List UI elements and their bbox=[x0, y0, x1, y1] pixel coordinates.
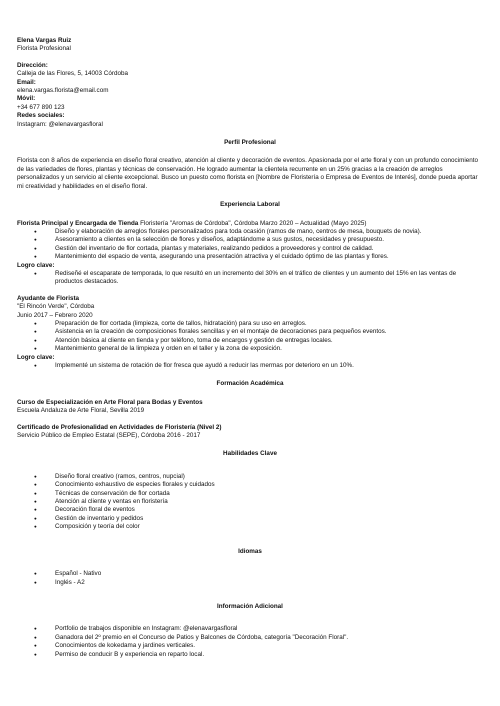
email-value: elena.vargas.florista@email.com bbox=[17, 87, 109, 95]
list-item: ● Mantenimiento del espacio de venta, asegurando una presentación atractiva y el cuidado óptimo de las plantas y flores. bbox=[17, 253, 483, 261]
list-item: ● Español - Nativo bbox=[17, 570, 483, 578]
address-value: Calleja de las Flores, 5, 14003 Córdoba bbox=[17, 70, 128, 78]
candidate-role: Florista Profesional bbox=[17, 45, 71, 53]
list-item: ● Composición y teoría del color bbox=[17, 523, 483, 531]
job2-dates: Junio 2017 – Febrero 2020 bbox=[17, 311, 93, 319]
additional-list bbox=[17, 625, 483, 659]
education-item-name: Curso de Especialización en Arte Floral para Bodas y Eventos bbox=[17, 398, 203, 406]
list-item: ● Mantenimiento general de la limpieza y orden en el taller y la zona de exposición. bbox=[17, 345, 483, 353]
job1-achievements bbox=[17, 270, 483, 287]
list-item: ● Asesoramiento a clientes en la selección de flores y diseños, adaptándome a sus gustos, necesidades y presupuesto. bbox=[17, 236, 483, 244]
list-item: ● Gestión de inventario y pedidos bbox=[17, 515, 483, 523]
list-item: ● Asistencia en la creación de composiciones florales sencillas y en el montaje de decoraciones para pequeños eventos. bbox=[17, 328, 483, 336]
additional-heading: Información Adicional bbox=[217, 602, 283, 610]
education-item-detail: Escuela Andaluza de Arte Floral, Sevilla 2019 bbox=[17, 407, 145, 415]
list-item: ● Diseño floral creativo (ramos, centros, nupcial) bbox=[17, 473, 483, 481]
social-label: Redes sociales: bbox=[17, 112, 65, 120]
list-item: ● Implementé un sistema de rotación de flor fresca que ayudó a reducir las mermas por deterioro en un 10%. bbox=[17, 362, 483, 370]
profile-text: Florista con 8 años de experiencia en diseño floral creativo, atención al cliente y decoración de eventos. Apasionada por el arte floral y con un profundo conocimiento de las variedades de flores, plantas y técnicas de conservación. He logrado aumentar la clientela recurrente en un 25% gracias a la creación de arreglos personalizados y un servicio al cliente excepcional. Busco un puesto como florista en [Nombre de Floristería o Empresa de Eventos de Interés], donde pueda aportar mi creatividad y habilidades en el diseño floral. bbox=[17, 157, 479, 190]
job1-details: Floristería "Aromas de Córdoba", Córdoba Marzo 2020 – Actualidad (Mayo 2025) bbox=[138, 219, 367, 227]
job2-bullets bbox=[17, 320, 483, 354]
list-item: ● Atención al cliente y ventas en floristería bbox=[17, 498, 483, 506]
list-item: ● Rediseñé el escaparate de temporada, lo que resultó en un incremento del 30% en el tráfico de clientes y un aumento del 15% en las ventas de productos destacados. bbox=[17, 270, 483, 287]
email-label: Email: bbox=[17, 78, 36, 86]
profile-heading: Perfil Profesional bbox=[224, 139, 276, 147]
education-item-detail: Servicio Público de Empleo Estatal (SEPE), Córdoba 2016 - 2017 bbox=[17, 432, 201, 440]
job2-achievement-label: Logro clave: bbox=[17, 353, 55, 361]
list-item: ● Portfolio de trabajos disponible en Instagram: @elenavargasfloral bbox=[17, 625, 483, 633]
list-item: ● Conocimientos de kokedama y jardines verticales. bbox=[17, 642, 483, 650]
list-item: ● Diseño y elaboración de arreglos florales personalizados para toda ocasión (ramos de mano, centros de mesa, bouquets de novia). bbox=[17, 228, 483, 236]
list-item: ● Ganadora del 2º premio en el Concurso de Patios y Balcones de Córdoba, categoría "Decoración Floral". bbox=[17, 634, 483, 642]
skills-heading: Habilidades Clave bbox=[223, 450, 277, 458]
list-item: ● Inglés - A2 bbox=[17, 579, 483, 587]
list-item: ● Conocimiento exhaustivo de especies florales y cuidados bbox=[17, 481, 483, 489]
job2-position: Ayudante de Florista bbox=[17, 294, 80, 302]
languages-list bbox=[17, 570, 483, 587]
experience-heading: Experiencia Laboral bbox=[220, 201, 280, 209]
job2-achievements bbox=[17, 362, 483, 370]
education-item-name: Certificado de Profesionalidad en Actividades de Floristería (Nivel 2) bbox=[17, 423, 222, 431]
list-item: ● Preparación de flor cortada (limpieza, corte de tallos, hidratación) para su uso en arreglos. bbox=[17, 320, 483, 328]
address-label: Dirección: bbox=[17, 61, 48, 69]
list-item: ● Gestión del inventario de flor cortada, plantas y materiales, realizando pedidos a proveedores y control de calidad. bbox=[17, 245, 483, 253]
candidate-name: Elena Vargas Ruiz bbox=[17, 37, 72, 44]
education-heading: Formación Académica bbox=[216, 380, 284, 388]
job2-company: "El Rincón Verde", Córdoba bbox=[17, 303, 95, 311]
list-item: ● Atención básica al cliente en tienda y por teléfono, toma de encargos y gestión de entregas locales. bbox=[17, 337, 483, 345]
phone-value: +34 677 890 123 bbox=[17, 103, 65, 111]
list-item: ● Decoración floral de eventos bbox=[17, 506, 483, 514]
job1-achievement-label: Logro clave: bbox=[17, 261, 55, 269]
phone-label: Móvil: bbox=[17, 95, 36, 103]
list-item: ● Permiso de conducir B y experiencia en reparto local. bbox=[17, 651, 483, 659]
languages-heading: Idiomas bbox=[238, 547, 262, 555]
job1-position: Florista Principal y Encargada de Tienda bbox=[17, 219, 139, 227]
job1-bullets bbox=[17, 228, 483, 262]
list-item: ● Técnicas de conservación de flor cortada bbox=[17, 490, 483, 498]
job1-header bbox=[17, 220, 483, 228]
skills-list bbox=[17, 473, 483, 532]
social-value: Instagram: @elenavargasfloral bbox=[17, 120, 103, 128]
